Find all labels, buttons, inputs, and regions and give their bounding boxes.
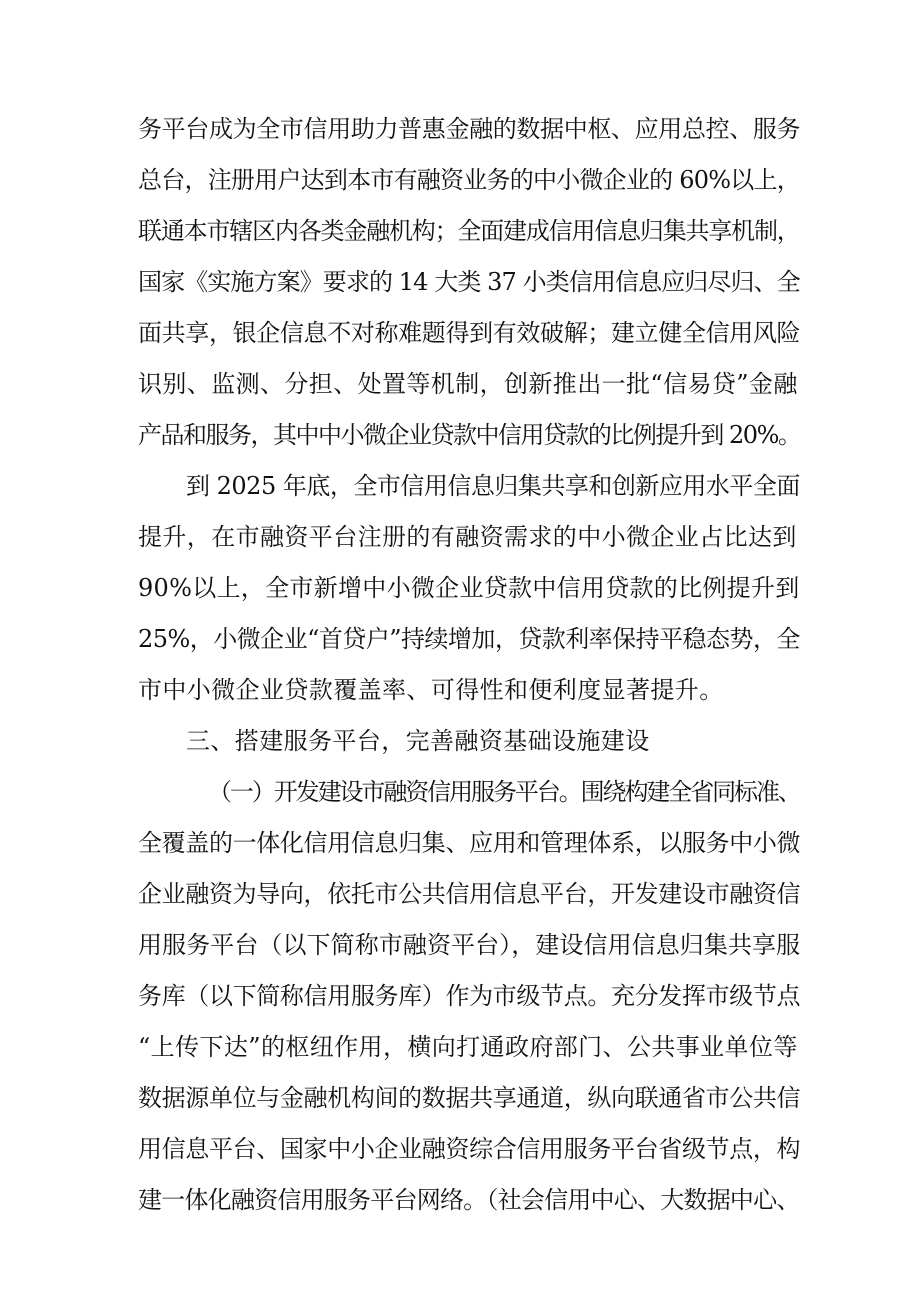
paragraph-start-line: 到 2025 年底，全市信用信息归集共享和创新应用水平全面 [186,472,800,500]
text-line: 用服务平台（以下简称市融资平台），建设信用信息归集共享服 [138,931,801,959]
text-line: “上传下达”的枢纽作用，横向打通政府部门、公共事业单位等 [138,1033,798,1061]
text-line: 企业融资为导向，依托市公共信用信息平台，开发建设市融资信 [138,880,801,908]
text-line: 25%，小微企业“首贷户”持续增加，贷款利率保持平稳态势，全 [138,625,800,653]
text-line: 90%以上，全市新增中小微企业贷款中信用贷款的比例提升到 [138,574,800,602]
text-line: 市中小微企业贷款覆盖率、可得性和便利度显著提升。 [138,676,724,704]
subsection-heading-line: （一）开发建设市融资信用服务平台。围绕构建全省同标准、 [208,778,800,806]
section-heading: 三、搭建服务平台，完善融资基础设施建设 [186,727,650,755]
text-line: 数据源单位与金融机构间的数据共享通道，纵向联通省市公共信 [138,1084,801,1112]
text-line: 务库（以下简称信用服务库）作为市级节点。充分发挥市级节点 [138,982,801,1010]
text-line: 务平台成为全市信用助力普惠金融的数据中枢、应用总控、服务 [138,115,801,143]
text-line: 建一体化融资信用服务平台网络。（社会信用中心、大数据中心、 [138,1186,800,1214]
text-line: 产品和服务，其中中小微企业贷款中信用贷款的比例提升到 20%。 [138,421,801,449]
text-line: 用信息平台、国家中小企业融资综合信用服务平台省级节点，构 [138,1135,801,1163]
text-line: 国家《实施方案》要求的 14 大类 37 小类信用信息应归尽归、全 [138,268,800,296]
text-line: 全覆盖的一体化信用信息归集、应用和管理体系，以服务中小微 [138,829,801,857]
text-line: 面共享，银企信息不对称难题得到有效破解；建立健全信用风险 [138,319,801,347]
text-line: 联通本市辖区内各类金融机构；全面建成信用信息归集共享机制， [138,217,800,245]
text-line: 识别、监测、分担、处置等机制，创新推出一批“信易贷”金融 [138,370,798,398]
text-line: 提升，在市融资平台注册的有融资需求的中小微企业占比达到 [138,523,797,551]
text-line: 总台，注册用户达到本市有融资业务的中小微企业的 60%以上， [138,166,800,194]
